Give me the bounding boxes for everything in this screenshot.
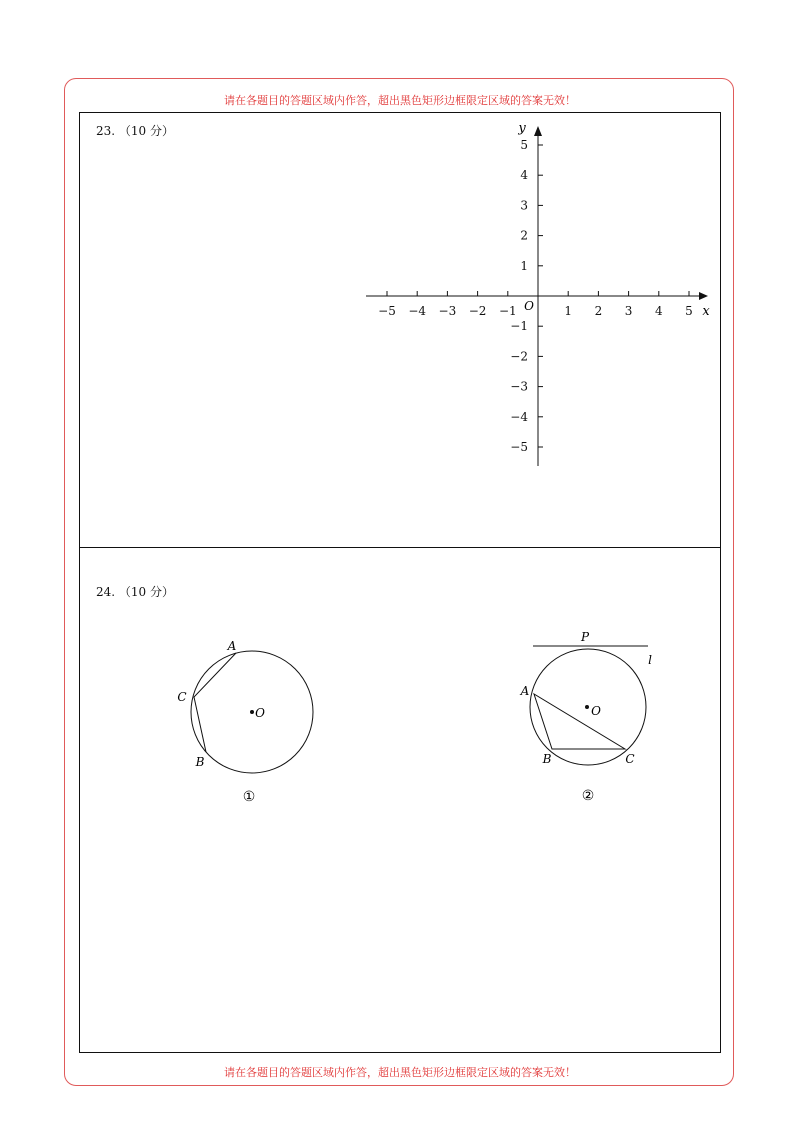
notice-bottom-text: 请在各题目的答题区域内作答，超出黑色矩形边框限定区域的答案无效！: [216, 1066, 584, 1079]
y-axis-arrow: [534, 126, 542, 136]
y-tick-label: 1: [520, 258, 528, 273]
figure-2-label-o: O: [591, 704, 601, 718]
x-tick-label: 2: [594, 304, 603, 318]
figure-1-label-a: A: [227, 639, 237, 653]
y-tick-label: 3: [520, 198, 528, 213]
origin-label: O: [524, 299, 534, 313]
coordinate-plane: [360, 118, 720, 478]
x-tick-label: 3: [624, 304, 633, 318]
y-tick-label: −3: [510, 379, 528, 394]
y-tick-label: −4: [510, 409, 528, 424]
y-tick-label: 2: [520, 228, 528, 243]
figure-2-caption: ②: [581, 788, 595, 804]
notice-bottom: [0, 1064, 800, 1080]
x-tick-label: −4: [408, 304, 427, 318]
y-tick-label: −1: [510, 319, 528, 334]
y-tick-label: −2: [510, 349, 528, 364]
figure-1-label-c: C: [177, 690, 187, 704]
y-tick-label: −5: [510, 440, 528, 454]
figure-2: [510, 624, 670, 808]
question-24-label: [96, 583, 174, 600]
x-tick-label: −2: [468, 304, 487, 318]
figure-1: [170, 630, 330, 810]
figure-1-center-dot: [250, 710, 254, 714]
figure-1-label-b: B: [195, 755, 205, 769]
x-tick-label: 5: [685, 304, 693, 318]
question-24-points: （10 分）: [118, 585, 175, 599]
figure-1-caption: ①: [242, 789, 256, 805]
question-23-points: （10 分）: [118, 124, 175, 138]
figure-2-label-a: A: [520, 684, 530, 698]
figure-2-label-l: l: [648, 653, 652, 667]
figure-2-triangle: [534, 694, 625, 749]
x-axis-arrow: [699, 292, 708, 300]
x-axis-label: x: [702, 304, 710, 319]
x-tick-label: −1: [498, 304, 517, 318]
question-23-label: [96, 122, 174, 139]
y-tick-label: 5: [520, 138, 528, 152]
figure-1-label-o: O: [255, 706, 265, 720]
question-divider: [79, 547, 721, 548]
question-24-number: 24.: [96, 585, 116, 599]
x-tick-label: 4: [654, 304, 663, 318]
x-tick-label: −5: [378, 304, 396, 318]
figure-2-label-b: B: [542, 752, 552, 766]
notice-top: [0, 92, 800, 108]
y-tick-label: 4: [520, 168, 528, 183]
figure-2-label-p: P: [580, 630, 590, 644]
figure-1-chords: [194, 653, 236, 752]
x-tick-label: 1: [564, 304, 573, 318]
notice-top-text: 请在各题目的答题区域内作答，超出黑色矩形边框限定区域的答案无效！: [216, 94, 584, 107]
figure-2-label-c: C: [625, 752, 635, 766]
x-tick-label: −3: [438, 304, 457, 318]
question-23-number: 23.: [96, 124, 116, 138]
figure-2-center-dot: [585, 705, 589, 709]
y-axis-label: y: [518, 121, 526, 136]
